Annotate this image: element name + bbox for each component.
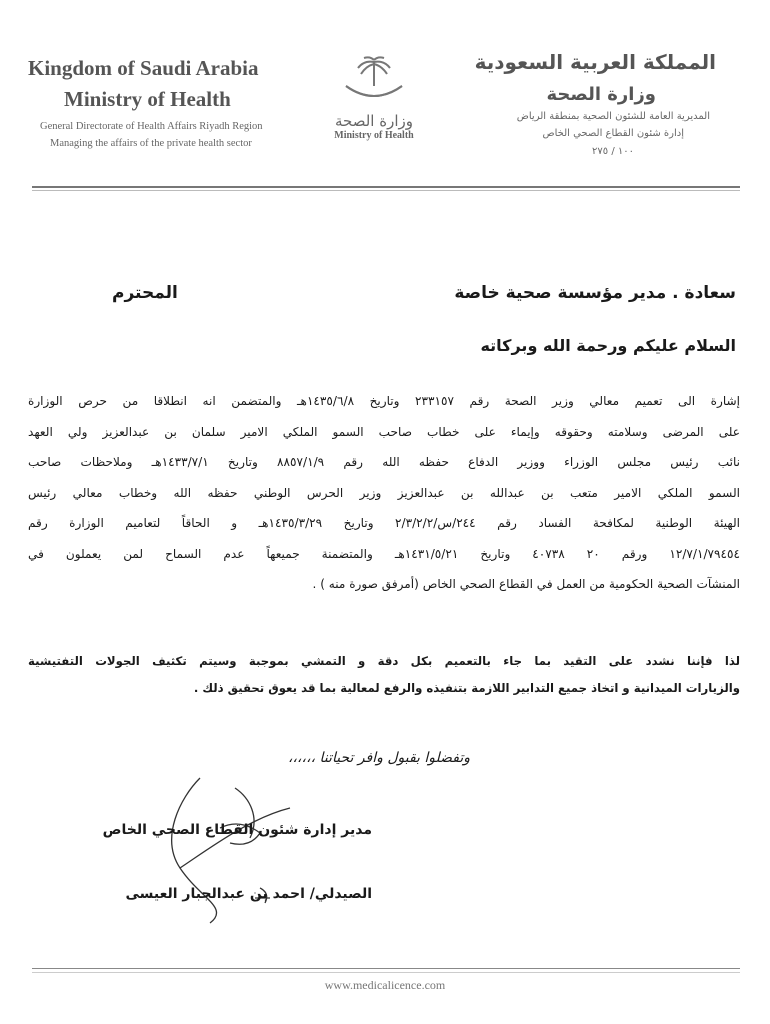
paragraph-line: السمو الملكي الامير متعب بن عبدالله بن عبدالعزيز وزير الحرس الوطني حفظه الله وخطاب معالي رئيس bbox=[28, 485, 740, 500]
paragraph-line: نائب رئيس مجلس الوزراء ووزير الدفاع حفظه الله رقم ٨٨٥٧/١/٩ وتاريخ ١٤٣٣/٧/١هـ وملاحظات صاحب bbox=[28, 455, 740, 469]
footer-divider bbox=[32, 968, 740, 969]
header-kingdom-en: Kingdom of Saudi Arabia bbox=[28, 56, 259, 80]
salutation: سعادة . مدير مؤسسة صحية خاصة bbox=[454, 283, 736, 303]
paragraph-line: المنشآت الصحية الحكومية من العمل في القطاع الصحي الخاص (أمرفق صورة منه ) . bbox=[312, 577, 740, 591]
closing-phrase: وتفضلوا بقبول وافر تحياتنا ،،،،،، bbox=[288, 750, 471, 766]
header-divider-thin bbox=[32, 190, 740, 191]
header-directorate-en: General Directorate of Health Affairs Riyadh Region bbox=[40, 121, 263, 132]
respect-term: المحترم bbox=[112, 283, 178, 303]
header-divider bbox=[32, 186, 740, 188]
emphasis-paragraph bbox=[28, 648, 740, 702]
header-managing-ar: إدارة شئون القطاع الصحي الخاص bbox=[542, 128, 684, 139]
ministry-logo bbox=[318, 56, 430, 154]
logo-text-ar: وزارة الصحة bbox=[335, 112, 413, 130]
paragraph-line: إشارة الى تعميم معالي وزير الصحة رقم ٢٣٣١٥٧ وتاريخ ١٤٣٥/٦/٨هـ والمتضمن انه انطلاقا من حرص الوزارة bbox=[28, 394, 740, 408]
paragraph-line: ١٢/٧/١/٧٩٤٥٤ ورقم ٢٠ ٤٠٧٣٨ وتاريخ ١٤٣١/٥/٢١هـ والمتضمنة جميعهاً عدم السماح لمن يعملون في bbox=[28, 546, 740, 561]
header-ministry-ar: وزارة الصحة bbox=[546, 84, 656, 105]
reference-number: ١٠٠ / ٢٧٥ bbox=[592, 146, 634, 157]
footer-website: www.medicalicence.com bbox=[324, 978, 446, 992]
header-ministry-en: Ministry of Health bbox=[64, 87, 231, 111]
paragraph-line: الهيئة الوطنية لمكافحة الفساد رقم ٢٤٤/س/٢/٣/٢/٢ وتاريخ ١٤٣٥/٣/٢٩هـ و الحاقاً لتعاميم الوزارة رقم bbox=[28, 516, 740, 530]
greeting: السلام عليكم ورحمة الله وبركاته bbox=[480, 336, 736, 355]
palm-swords-emblem-icon bbox=[334, 56, 414, 108]
logo-text-en: Ministry of Health bbox=[334, 130, 414, 141]
header-directorate-ar: المديرية العامة للشئون الصحية بمنطقة الرياض bbox=[516, 111, 710, 122]
body-paragraph bbox=[28, 386, 740, 600]
footer-divider-thin bbox=[32, 972, 740, 973]
emphasis-line: والزيارات الميدانية و اتخاذ جميع التدابير اللازمة بتنفيذه والرفع لمعالية بما قد يعوق تحقيق ذلك . bbox=[193, 681, 740, 695]
signatory-title: مدير إدارة شئون القطاع الصحي الخاص bbox=[102, 822, 372, 838]
paragraph-line: على المرضى وسلامته وحقوقه وإيماء على خطاب صاحب السمو الملكي الامير سلمان بن عبدالعزيز ولي العهد bbox=[28, 424, 740, 439]
signatory-name: الصيدلي/ احمد بن عبدالجبار العيسى bbox=[125, 886, 372, 902]
handwritten-signature bbox=[140, 758, 340, 928]
header-managing-en: Managing the affairs of the private health sector bbox=[50, 138, 252, 149]
emphasis-line: لذا فإننا نشدد على التقيد بما جاء بالتعميم بكل دقة و التمشي بموجبة وسيتم تكثيف الجولات التفتيشية bbox=[28, 654, 740, 668]
header-kingdom-ar: المملكة العربية السعودية bbox=[474, 50, 716, 74]
